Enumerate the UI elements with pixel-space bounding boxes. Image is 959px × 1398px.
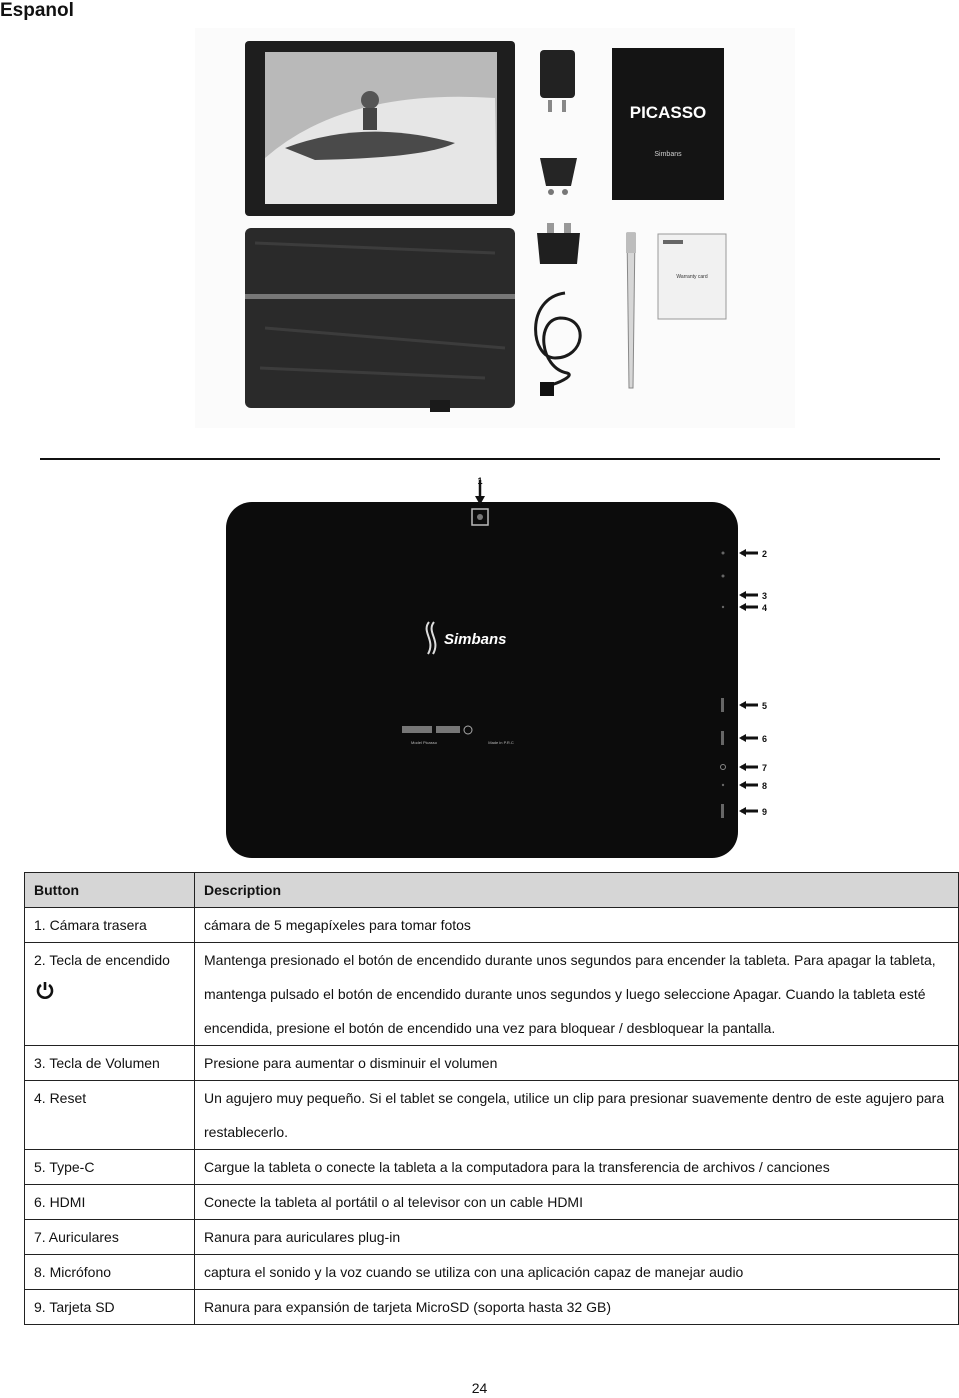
page-number: 24 [471, 1380, 488, 1396]
header-description: Description [195, 873, 959, 908]
button-cell: 8. Micrófono [25, 1255, 195, 1290]
button-cell: 3. Tecla de Volumen [25, 1046, 195, 1081]
callout-number-4: 4 [762, 603, 768, 613]
table-row [25, 908, 959, 943]
description-cell: captura el sonido y la voz cuando se utiliza con una aplicación capaz de manejar audio [195, 1255, 959, 1290]
manual-brand-text: Simbans [654, 151, 682, 158]
folio-case-image [245, 228, 515, 412]
callout-number-3: 3 [762, 591, 768, 601]
button-cell: 6. HDMI [25, 1185, 195, 1220]
package-contents-photo [195, 28, 795, 428]
button-cell: 5. Type-C [25, 1150, 195, 1185]
table-row [25, 1220, 959, 1255]
table-row [25, 1046, 959, 1081]
callout-number-9: 9 [762, 807, 768, 817]
button-label: 2. Tecla de encendido [34, 952, 170, 968]
callout-number-2: 2 [762, 549, 768, 559]
warranty-card-text: Warranty card [676, 274, 708, 280]
description-cell: Mantenga presionado el botón de encendido durante unos segundos para encender la tableta. Para apagar la tableta, mantenga pulsado el botón de encendido durante unos segundos y luego seleccione Apagar. Cuando la tableta esté encendida, presione el botón de encendido una vez para bloquear / desbloquear la pantalla. [195, 943, 959, 1046]
header-button: Button [25, 873, 195, 908]
table-row [25, 1255, 959, 1290]
table-row [25, 1081, 959, 1150]
user-manual-image [612, 48, 724, 200]
button-cell: 4. Reset [25, 1081, 195, 1150]
model-text: Model Picasso [410, 740, 438, 745]
manual-title-text: PICASSO [629, 103, 707, 122]
table-header-row [25, 873, 959, 908]
description-cell: Ranura para expansión de tarjeta MicroSD (soporta hasta 32 GB) [195, 1290, 959, 1325]
callout-number-7: 7 [762, 763, 768, 773]
power-icon [34, 977, 56, 1003]
description-cell: Un agujero muy pequeño. Si el tablet se congela, utilice un clip para presionar suavemente dentro de este agujero para restablecerlo. [195, 1081, 959, 1150]
callout-number-8: 8 [762, 781, 768, 791]
tablet-back-diagram [196, 472, 790, 867]
table-row [25, 1150, 959, 1185]
description-cell: Presione para aumentar o disminuir el volumen [195, 1046, 959, 1081]
button-cell: 9. Tarjeta SD [25, 1290, 195, 1325]
callout-number-5: 5 [762, 701, 768, 711]
tablet-back-body [226, 502, 738, 858]
table-row [25, 943, 959, 1046]
section-divider [40, 458, 940, 460]
callout-number-6: 6 [762, 734, 768, 744]
button-cell [25, 943, 195, 1046]
table-row [25, 1290, 959, 1325]
brand-logo-text: Simbans [444, 631, 507, 648]
description-cell: Cargue la tableta o conecte la tableta a la computadora para la transferencia de archivos / canciones [195, 1150, 959, 1185]
callout-number-1: 1 [477, 476, 483, 486]
button-description-table [24, 872, 959, 1325]
description-cell: Conecte la tableta al portátil o al televisor con un cable HDMI [195, 1185, 959, 1220]
description-cell: cámara de 5 megapíxeles para tomar fotos [195, 908, 959, 943]
language-heading: Espanol [0, 0, 74, 21]
tablet-front-image [245, 41, 515, 216]
description-cell: Ranura para auriculares plug-in [195, 1220, 959, 1255]
origin-text: Made in P.R.C [488, 740, 514, 745]
table-row [25, 1185, 959, 1220]
button-cell: 1. Cámara trasera [25, 908, 195, 943]
warranty-card-image [658, 234, 726, 319]
button-cell: 7. Auriculares [25, 1220, 195, 1255]
